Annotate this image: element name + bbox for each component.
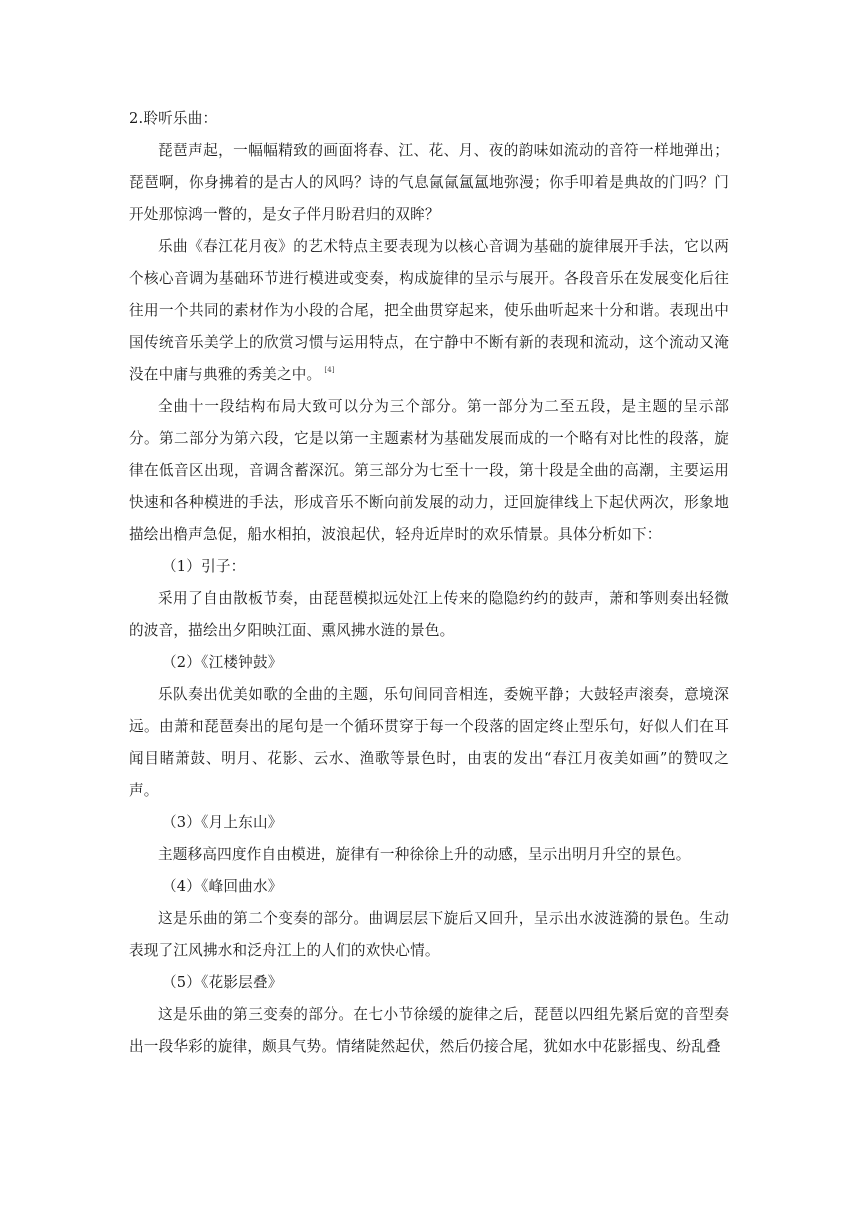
- subsection-title-3: （3）《月上东山》: [162, 814, 283, 831]
- subsection-text-4: 这是乐曲的第二个变奏的部分。曲调层层下旋后又回升，呈示出水波涟漪的景色。生动表现了江风拂水和泛舟江上的人们的欢快心情。: [129, 910, 729, 959]
- subsection-text-5: 这是乐曲的第三变奏的部分。在七小节徐缓的旋律之后，琵琶以四组先紧后宽的音型奏出一段华彩的旋律，颇具气势。情绪陡然起伏，然后仍接合尾，犹如水中花影摇曳、纷乱叠: [129, 1006, 729, 1055]
- subsection-title-5: （5）《花影层叠》: [162, 974, 283, 991]
- subsection-text-1: 采用了自由散板节奏，由琵琶模拟远处江上传来的隐隐约约的鼓声，萧和筝则奏出轻微的波音，描绘出夕阳映江面、熏风拂水涟的景色。: [129, 590, 729, 639]
- section-heading: 2.聆听乐曲：: [129, 110, 218, 127]
- subsection-text-2: 乐队奏出优美如歌的全曲的主题，乐句间同音相连，委婉平静；大鼓轻声滚奏，意境深远。由萧和琵琶奏出的尾句是一个循环贯穿于每一个段落的固定终止型乐句，好似人们在耳闻目睹萧鼓、明月、花影、云水、渔歌等景色时，由衷的发出“春江月夜美如画”的赞叹之声。: [129, 686, 729, 799]
- intro-paragraph: 琵琶声起，一幅幅精致的画面将春、江、花、月、夜的韵味如流动的音符一样地弹出；琵琶啊，你身拂着的是古人的风吗？诗的气息氤氤氲氲地弥漫；你手叩着是典故的门吗？门开处那惊鸿一瞥的，是女子伴月盼君归的双眸？: [129, 142, 729, 223]
- subsection-title-1: （1）引子：: [162, 558, 246, 575]
- document-body: [129, 103, 729, 1063]
- art-features-text: 乐曲《春江花月夜》的艺术特点主要表现为以核心音调为基础的旋律展开手法，它以两个核心音调为基础环节进行模进或变奏，构成旋律的呈示与展开。各段音乐在发展变化后往往用一个共同的素材作为小段的合尾，把全曲贯穿起来，使乐曲听起来十分和谐。表现出中国传统音乐美学上的欣赏习惯与运用特点，在宁静中不断有新的表现和流动，这个流动又淹没在中庸与典雅的秀美之中。: [129, 238, 729, 383]
- art-features-paragraph: [129, 231, 729, 391]
- structure-paragraph: 全曲十一段结构布局大致可以分为三个部分。第一部分为二至五段，是主题的呈示部分。第二部分为第六段，它是以第一主题素材为基础发展而成的一个略有对比性的段落，旋律在低音区出现，音调含蓄深沉。第三部分为七至十一段，第十段是全曲的高潮，主要运用快速和各种模进的手法，形成音乐不断向前发展的动力，迂回旋律线上下起伏两次，形象地描绘出橹声急促，船水相拍，波浪起伏，轻舟近岸时的欢乐情景。具体分析如下：: [129, 398, 729, 543]
- subsection-title-4: （4）《峰回曲水》: [162, 878, 283, 895]
- subsection-text-3: 主题移高四度作自由模进，旋律有一种徐徐上升的动感，呈示出明月升空的景色。: [158, 846, 691, 863]
- subsection-title-2: （2）《江楼钟鼓》: [162, 654, 283, 671]
- citation-marker: [4]: [324, 366, 335, 374]
